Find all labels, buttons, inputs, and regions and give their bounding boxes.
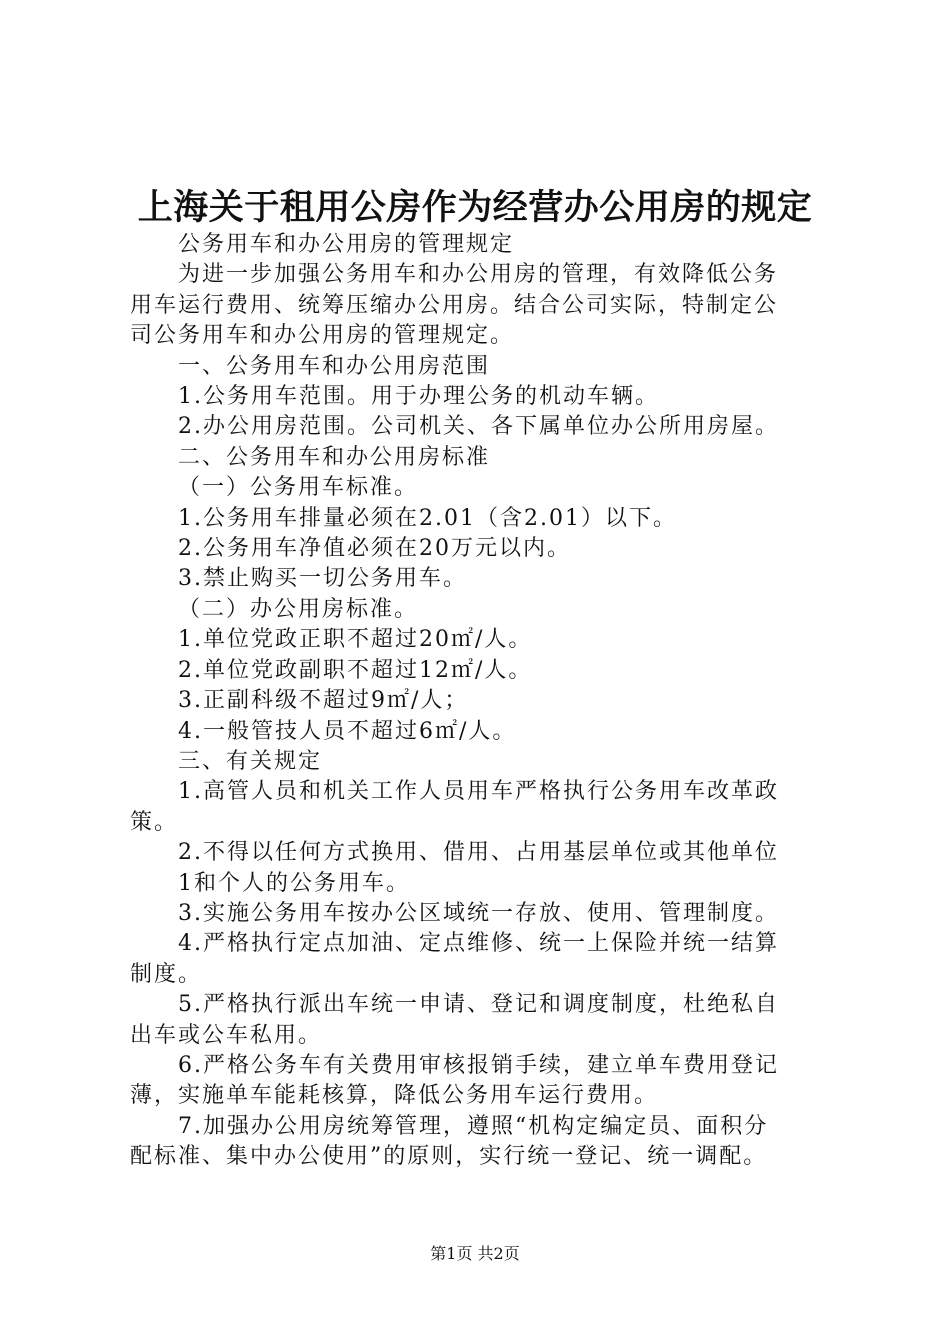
section-heading: 一、公务用车和办公用房范围 xyxy=(178,353,491,379)
paragraph-line: 用车运行费用、统筹压缩办公用房。结合公司实际，特制定公 xyxy=(130,292,779,318)
paragraph-line: 1.高管人员和机关工作人员用车严格执行公务用车改革政 xyxy=(178,779,779,805)
paragraph-line: 2.办公用房范围。公司机关、各下属单位办公所用房屋。 xyxy=(178,414,779,440)
paragraph-line: 1.公务用车范围。用于办理公务的机动车辆。 xyxy=(178,384,659,410)
paragraph-line: 3.实施公务用车按办公区域统一存放、使用、管理制度。 xyxy=(178,900,779,926)
paragraph-line: 薄，实施单车能耗核算，降低公务用车运行费用。 xyxy=(130,1083,659,1109)
subsection-heading: （一）公务用车标准。 xyxy=(178,475,419,501)
paragraph-line: 4.严格执行定点加油、定点维修、统一上保险并统一结算 xyxy=(178,931,779,957)
paragraph-line: 3.禁止购买一切公务用车。 xyxy=(178,566,467,592)
paragraph-line: 2.不得以任何方式换用、借用、占用基层单位或其他单位 xyxy=(178,840,779,866)
paragraph-line: 5.严格执行派出车统一申请、登记和调度制度，杜绝私自 xyxy=(178,992,779,1018)
paragraph-line: 2.单位党政副职不超过12㎡/人。 xyxy=(178,657,533,683)
paragraph-line: 6.严格公务车有关费用审核报销手续，建立单车费用登记 xyxy=(178,1052,779,1078)
paragraph-line: 1和个人的公务用车。 xyxy=(178,870,410,896)
paragraph-line: 公务用车和办公用房的管理规定 xyxy=(178,232,515,257)
section-heading: 二、公务用车和办公用房标准 xyxy=(178,444,491,470)
document-body xyxy=(130,230,830,1173)
paragraph-line: 4.一般管技人员不超过6㎡/人。 xyxy=(178,718,517,744)
paragraph-line: 司公务用车和办公用房的管理规定。 xyxy=(130,323,515,349)
paragraph-line: 1.单位党政正职不超过20㎡/人。 xyxy=(178,627,533,653)
paragraph-line: 制度。 xyxy=(130,961,203,987)
paragraph-line: 7.加强办公用房统筹管理，遵照“机构定编定员、面积分 xyxy=(178,1113,769,1139)
paragraph-line: 为进一步加强公务用车和办公用房的管理，有效降低公务 xyxy=(178,262,779,288)
section-heading: 三、有关规定 xyxy=(178,748,323,774)
paragraph-line: 2.公务用车净值必须在20万元以内。 xyxy=(178,536,571,562)
page-number-footer: 第1页 共2页 xyxy=(430,1244,520,1263)
paragraph-line: 策。 xyxy=(130,809,179,835)
subsection-heading: （二）办公用房标准。 xyxy=(178,596,419,622)
document-title: 上海关于租用公房作为经营办公用房的规定 xyxy=(137,188,813,228)
paragraph-line: 3.正副科级不超过9㎡/人； xyxy=(178,688,469,714)
paragraph-line: 配标准、集中办公使用”的原则，实行统一登记、统一调配。 xyxy=(130,1144,768,1170)
paragraph-line: 出车或公车私用。 xyxy=(130,1022,323,1048)
paragraph-line: 1.公务用车排量必须在2.01（含2.01）以下。 xyxy=(178,505,677,531)
